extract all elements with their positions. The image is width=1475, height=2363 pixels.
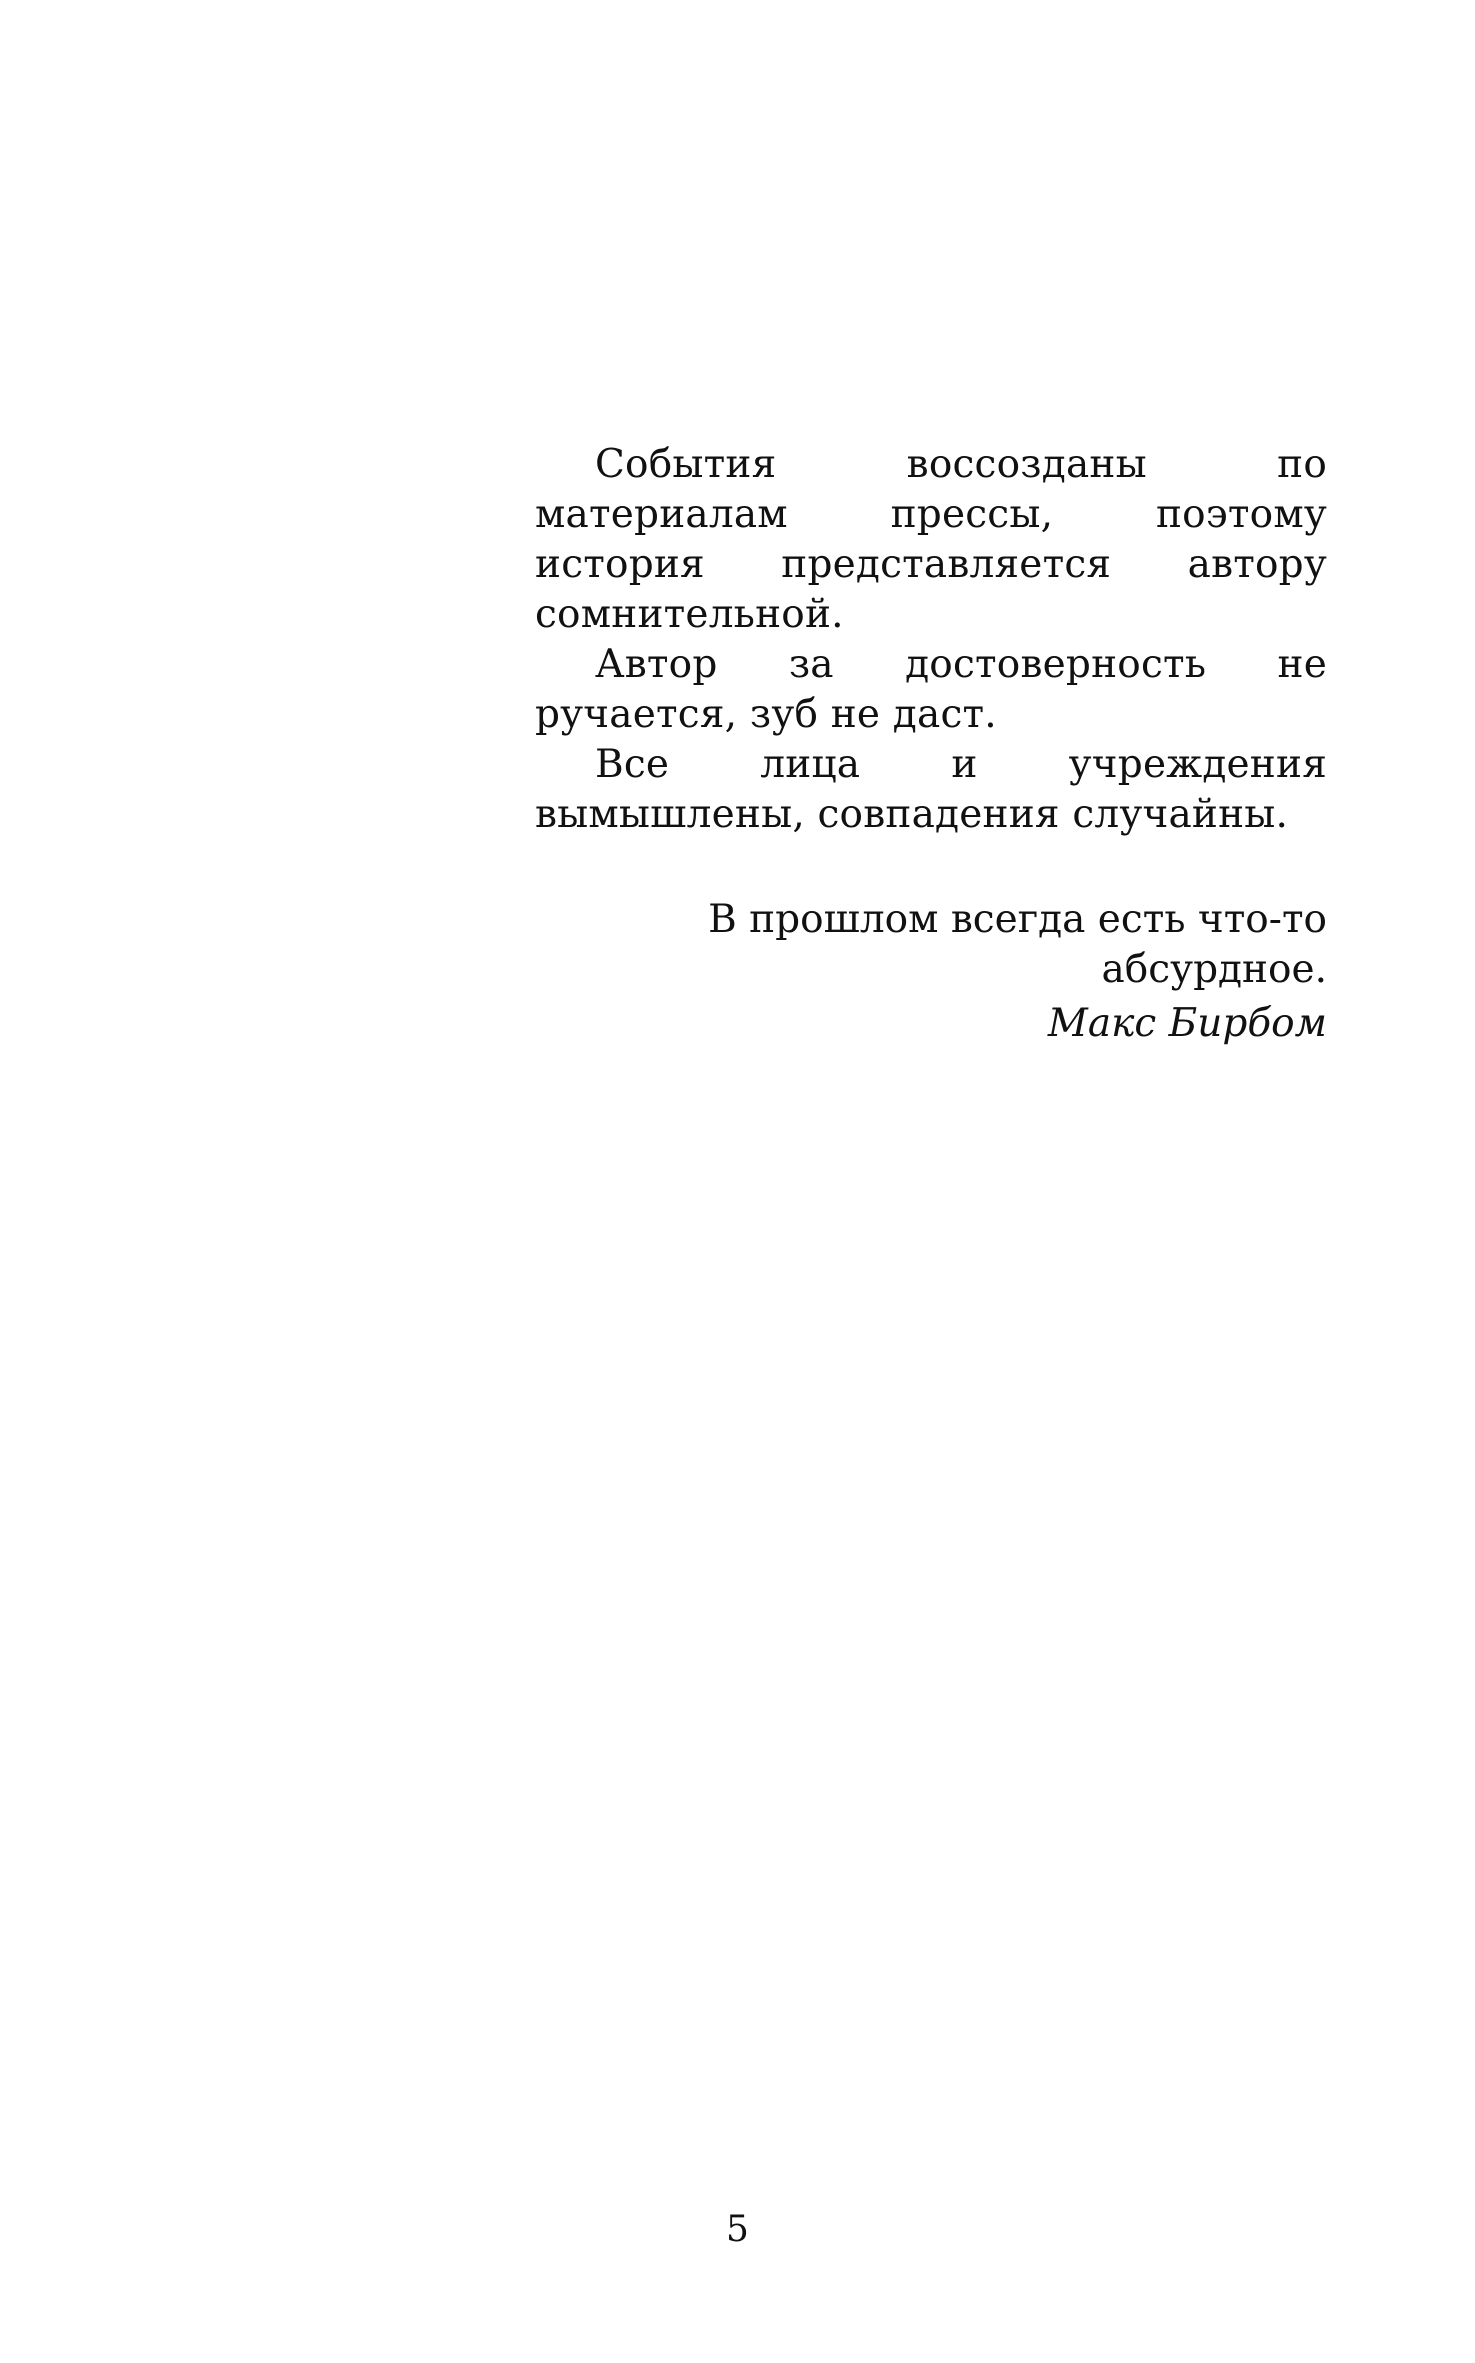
disclaimer-paragraph: Все лица и учреждения вымышлены, совпадения случайны. [535,742,1327,837]
disclaimer-paragraph: Автор за достоверность не ручается, зуб не даст. [535,642,1327,737]
page-number: 5 [726,2209,749,2250]
epigraph-author: Макс Бирбом [1047,1001,1327,1046]
epigraph-quote: В прошлом всегда есть что-то абсурдное. [708,897,1327,992]
disclaimer-paragraph: События воссозданы по материалам прессы, поэтому история представляется автору сомнительной. [535,442,1327,637]
disclaimer-block [535,440,1327,840]
epigraph [535,895,1327,1049]
